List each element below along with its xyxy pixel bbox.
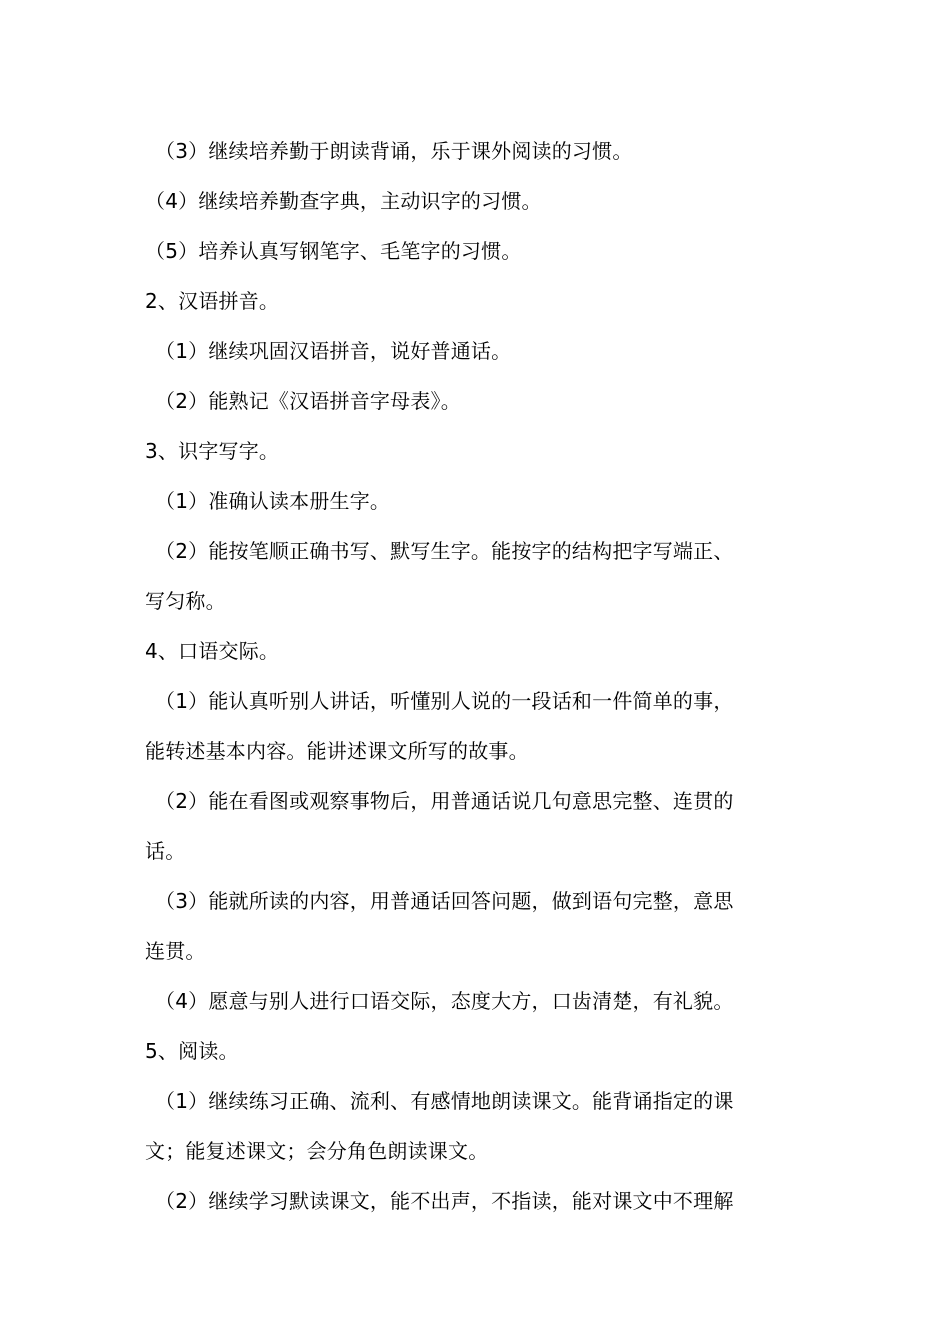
text-line: （4）愿意与别人进行口语交际，态度大方，口齿清楚，有礼貌。 — [155, 989, 734, 1013]
paragraph-literacy-2 — [145, 526, 810, 626]
text-line: （2）能在看图或观察事物后，用普通话说几句意思完整、连贯的 — [155, 789, 734, 813]
text-line: 连贯。 — [145, 939, 206, 963]
text-line: （4）继续培养勤查字典，主动识字的习惯。 — [145, 189, 542, 213]
text-line: 5、阅读。 — [145, 1039, 239, 1063]
section-heading-literacy — [145, 426, 810, 476]
paragraph-oral-3 — [145, 876, 810, 976]
paragraph-oral-4 — [145, 976, 810, 1026]
paragraph-reading-2 — [145, 1176, 810, 1226]
section-heading-oral — [145, 626, 810, 676]
text-line: （1）准确认读本册生字。 — [155, 489, 391, 513]
section-heading-pinyin — [145, 276, 810, 326]
paragraph-pinyin-2 — [145, 376, 810, 426]
text-line: （2）继续学习默读课文，能不出声，不指读，能对课文中不理解 — [155, 1189, 734, 1213]
text-line: （2）能按笔顺正确书写、默写生字。能按字的结构把字写端正、 — [155, 539, 734, 563]
text-line: 能转述基本内容。能讲述课文所写的故事。 — [145, 739, 529, 763]
paragraph-literacy-1 — [145, 476, 810, 526]
text-line: （3）能就所读的内容，用普通话回答问题，做到语句完整，意思 — [155, 889, 734, 913]
text-line: 4、口语交际。 — [145, 639, 280, 663]
document-page — [145, 126, 810, 1226]
paragraph-habit-4 — [145, 176, 810, 226]
section-heading-reading — [145, 1026, 810, 1076]
paragraph-habit-3 — [145, 126, 810, 176]
paragraph-oral-1 — [145, 676, 810, 776]
text-line: （1）能认真听别人讲话，听懂别人说的一段话和一件简单的事， — [155, 689, 734, 713]
text-line: 写匀称。 — [145, 589, 226, 613]
text-line: （2）能熟记《汉语拼音字母表》。 — [155, 389, 461, 413]
text-line: （1）继续练习正确、流利、有感情地朗读课文。能背诵指定的课 — [155, 1089, 734, 1113]
text-line: 文；能复述课文；会分角色朗读课文。 — [145, 1139, 489, 1163]
text-line: 3、识字写字。 — [145, 439, 280, 463]
paragraph-reading-1 — [145, 1076, 810, 1176]
text-line: 话。 — [145, 839, 186, 863]
text-line: （3）继续培养勤于朗读背诵，乐于课外阅读的习惯。 — [155, 139, 633, 163]
text-line: （1）继续巩固汉语拼音，说好普通话。 — [155, 339, 512, 363]
paragraph-habit-5 — [145, 226, 810, 276]
text-line: （5）培养认真写钢笔字、毛笔字的习惯。 — [145, 239, 522, 263]
paragraph-pinyin-1 — [145, 326, 810, 376]
text-line: 2、汉语拼音。 — [145, 289, 280, 313]
paragraph-oral-2 — [145, 776, 810, 876]
